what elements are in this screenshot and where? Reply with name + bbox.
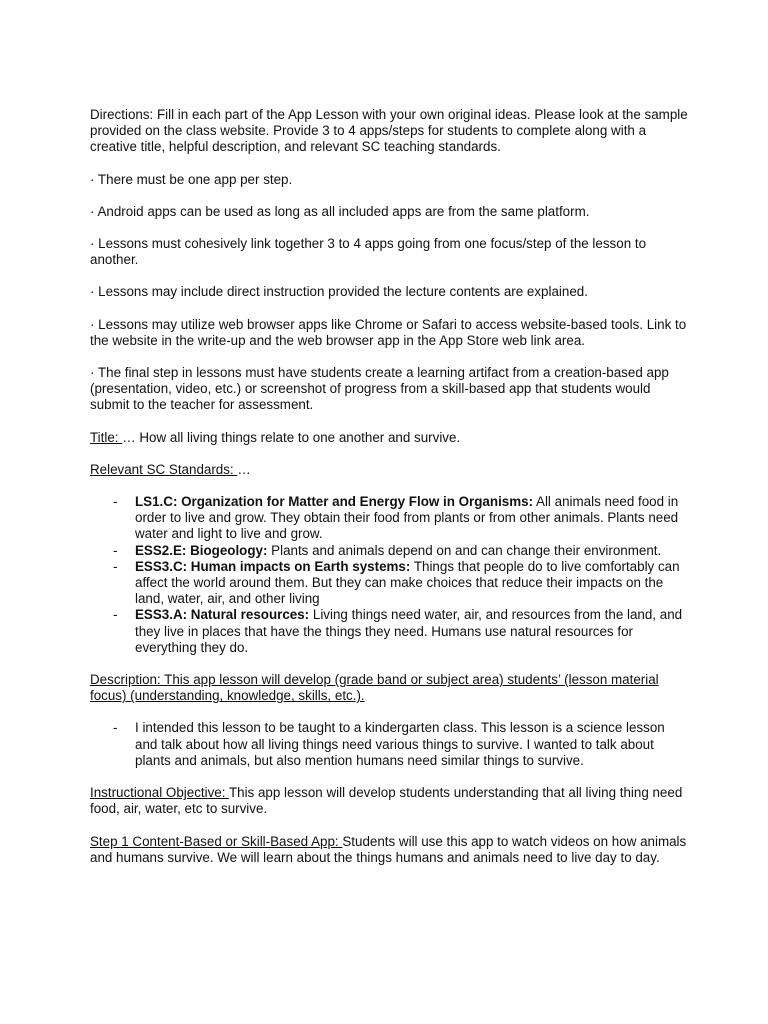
step1-label: Step 1 Content-Based or Skill-Based App: (90, 833, 343, 849)
standards-label: Relevant SC Standards: (90, 461, 238, 477)
standard-item (90, 543, 690, 559)
dash-bullet: - (113, 607, 118, 623)
objective-text: This app lesson will develop students understanding that all living thing need food, air, water, etc to survive. (90, 785, 683, 817)
document-body (90, 107, 690, 882)
step1-text: Students will use this app to watch videos on how animals and humans survive. We will learn about the things humans and animals need to live day to day. (90, 833, 687, 865)
standard-code: ESS3.A: Natural resources: (135, 607, 310, 623)
standards-heading (90, 462, 690, 478)
standard-text: Plants and animals depend on and can change their environment. (267, 542, 662, 558)
dash-bullet: - (113, 494, 118, 510)
standard-text: Things that people do to live comfortably can affect the world around them. But they can make choices that reduce their impacts on the land, water, air, and other living (135, 558, 680, 607)
standard-code: ESS2.E: Biogeology: (135, 542, 268, 558)
standards-list (90, 494, 690, 656)
standard-item (90, 559, 690, 608)
rule-item: · Lessons may utilize web browser apps like Chrome or Safari to access website-based tools. Link to the website in the write-up and the web browser app in the App Store web link area. (90, 316, 687, 348)
rule-item: · The final step in lessons must have students create a learning artifact from a creation-based app (presentation, video, etc.) or screenshot of progress from a skill-based app that students would submit to the teacher for assessment. (90, 365, 669, 413)
rule-item: · Lessons must cohesively link together 3 to 4 apps going from one focus/step of the lesson to another. (90, 236, 647, 268)
standard-text: All animals need food in order to live and grow. They obtain their food from plants or from other animals. Plants need water and light to live and grow. (135, 494, 679, 542)
directions-paragraph: Directions: Fill in each part of the App Lesson with your own original ideas. Please look at the sample provided on the class website. Provide 3 to 4 apps/steps for students to complete along with a creative title, helpful description, and relevant SC teaching standards. (90, 107, 688, 155)
standard-code: LS1.C: Organization for Matter and Energy Flow in Organisms: (135, 494, 534, 510)
title-line (90, 430, 690, 446)
rule-item: · Lessons may include direct instruction provided the lecture contents are explained. (90, 284, 588, 300)
standard-item (90, 607, 690, 656)
standard-code: ESS3.C: Human impacts on Earth systems: (135, 558, 411, 574)
title-value: … How all living things relate to one another and survive. (122, 429, 461, 445)
dash-bullet: - (113, 720, 118, 736)
description-item (90, 720, 690, 769)
standard-item (90, 494, 690, 543)
objective-paragraph (90, 785, 690, 817)
standards-suffix: … (237, 461, 251, 477)
dash-bullet: - (113, 558, 118, 574)
objective-label: Instructional Objective: (90, 785, 229, 801)
standard-text: Living things need water, air, and resources from the land, and they live in places that have the things they need. Humans use natural resources for everything they do. (135, 607, 683, 655)
dash-bullet: - (113, 542, 118, 558)
description-label: Description: This app lesson will develop (grade band or subject area) students’ (lesson material focus) (understanding, knowledge, skills, etc.). (90, 672, 659, 704)
description-list (90, 720, 690, 769)
rule-item: · There must be one app per step. (90, 171, 293, 187)
rule-item: · Android apps can be used as long as all included apps are from the same platform. (90, 203, 590, 219)
step1-paragraph (90, 834, 690, 866)
title-label: Title: (90, 429, 123, 445)
description-text: I intended this lesson to be taught to a kindergarten class. This lesson is a science lesson and talk about how all living things need various things to survive. I wanted to talk about plants and animals, but also mention humans need similar things to survive. (135, 720, 665, 768)
